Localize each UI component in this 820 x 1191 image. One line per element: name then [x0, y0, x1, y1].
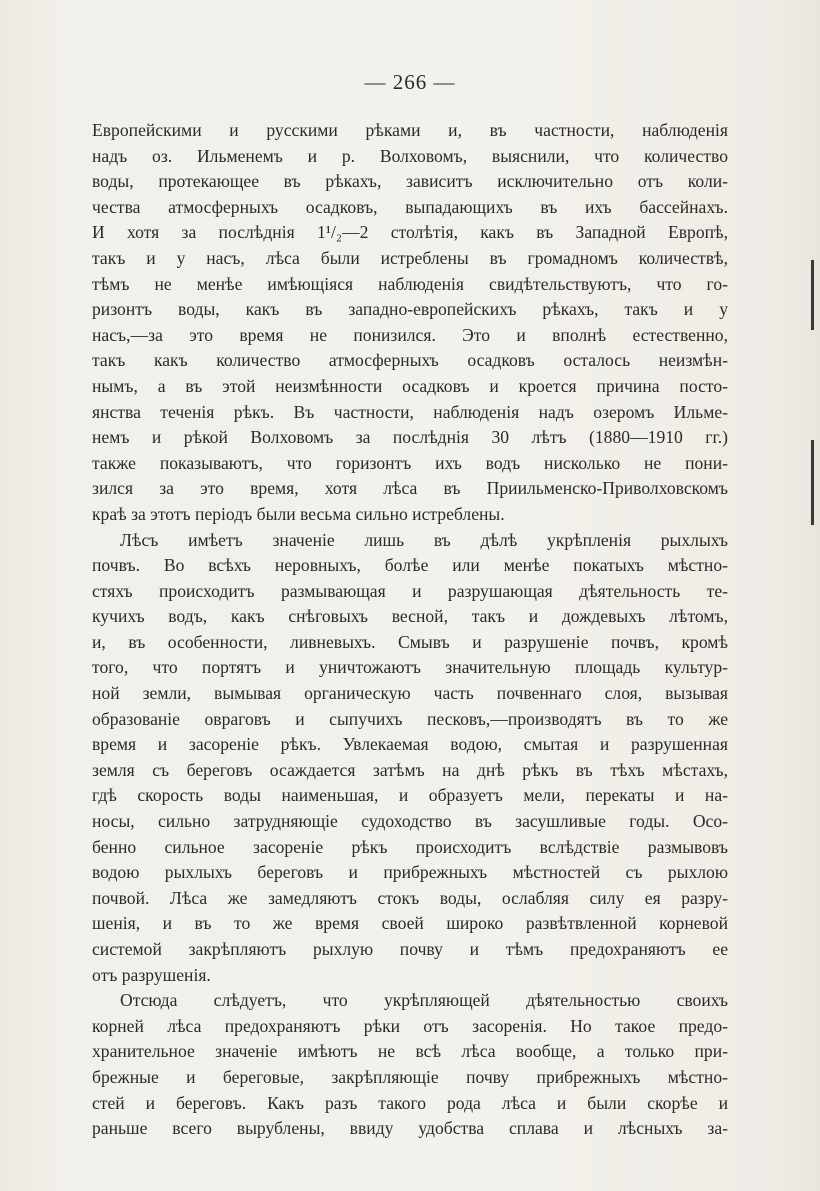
text-line: почвъ. Во всѣхъ неровныхъ, болѣе или менѣе покатыхъ мѣстно-: [92, 555, 728, 576]
text-line: стей и береговъ. Какъ разъ такого рода лѣса и были скорѣе и: [92, 1092, 728, 1113]
text-line: тѣмъ не менѣе имѣющіяся наблюденія свидѣтельствуютъ, что го-: [92, 273, 728, 294]
paragraph-1: [92, 118, 728, 528]
text-line: Отсюда слѣдуетъ, что укрѣпляющей дѣятельностью своихъ: [120, 990, 728, 1011]
text-line: такъ какъ количество атмосферныхъ осадковъ осталось неизмѣн-: [92, 350, 728, 371]
text-line: Лѣсъ имѣетъ значеніе лишь въ дѣлѣ укрѣпленія рыхлыхъ: [120, 529, 728, 550]
text-line: хранительное значеніе имѣютъ не всѣ лѣса вообще, а только при-: [92, 1041, 728, 1062]
text-line: и, въ особенности, ливневыхъ. Смывъ и разрушеніе почвъ, кромѣ: [92, 631, 728, 652]
text-line: насъ,—за это время не понизился. Это и вполнѣ естественно,: [92, 324, 728, 345]
text-line: бенно сильное засореніе рѣкъ происходитъ вслѣдствіе размывовъ: [92, 836, 728, 857]
page-number: — 266 —: [364, 70, 456, 94]
text-line: образованіе овраговъ и сыпучихъ песковъ,—производятъ въ то же: [92, 708, 728, 729]
text-line: немъ и рѣкой Волховомъ за послѣднія 30 лѣтъ (1880—1910 гг.): [92, 427, 728, 448]
text-line: такъ и у насъ, лѣса были истреблены въ громадномъ количествѣ,: [92, 247, 728, 268]
paragraph-3: [92, 988, 728, 1142]
text-line: водою рыхлыхъ береговъ и прибрежныхъ мѣстностей съ рыхлою: [92, 862, 728, 883]
text-line: носы, сильно затрудняющіе судоходство въ засушливые годы. Осо-: [92, 811, 728, 832]
text-line: надъ оз. Ильменемъ и р. Волховомъ, выяснили, что количество: [92, 145, 728, 166]
text-line: ной земли, вымывая органическую часть почвеннаго слоя, вызывая: [92, 683, 728, 704]
body-text: [92, 118, 728, 1142]
text-line: И хотя за послѣднія 1¹/₂—2 столѣтія, какъ въ Западной Европѣ,: [92, 222, 728, 243]
text-line: нымъ, а въ этой неизмѣнности осадковъ и кроется причина посто-: [92, 375, 728, 396]
text-line: ризонтъ воды, какъ въ западно-европейскихъ рѣкахъ, такъ и у: [92, 299, 728, 320]
text-line: шенія, и въ то же время своей широко развѣтвленной корневой: [92, 913, 728, 934]
text-line: того, что портятъ и уничтожаютъ значительную площадь культур-: [92, 657, 728, 678]
text-line: гдѣ скорость воды наименьшая, и образуетъ мели, перекаты и на-: [92, 785, 728, 806]
text-line: краѣ за этотъ періодъ были весьма сильно истреблены.: [92, 503, 505, 524]
text-line: почвой. Лѣса же замедляютъ стокъ воды, ослабляя силу ея разру-: [92, 887, 728, 908]
text-line: системой закрѣпляютъ рыхлую почву и тѣмъ предохраняютъ ее: [92, 939, 728, 959]
text-line: янства теченія рѣкъ. Въ частности, наблюденія надъ озеромъ Ильме-: [92, 401, 728, 422]
page-edge-shadow: [811, 260, 814, 330]
text-line: Европейскими и русскими рѣками и, въ частности, наблюденія: [92, 120, 728, 140]
page-edge-shadow: [811, 440, 814, 525]
text-line: кучихъ водъ, какъ снѣговыхъ весной, такъ и дождевыхъ лѣтомъ,: [92, 606, 728, 627]
paragraph-2: [92, 528, 728, 989]
text-line: чества атмосферныхъ осадковъ, выпадающихъ въ ихъ бассейнахъ.: [92, 196, 728, 217]
text-line: также показываютъ, что горизонтъ ихъ водъ нисколько не пони-: [92, 452, 728, 473]
text-line: брежные и береговые, закрѣпляющіе почву прибрежныхъ мѣстно-: [92, 1066, 728, 1087]
text-line: отъ разрушенія.: [92, 964, 211, 985]
text-line: земля съ береговъ осаждается затѣмъ на днѣ рѣкъ въ тѣхъ мѣстахъ,: [92, 759, 728, 780]
text-line: воды, протекающее въ рѣкахъ, зависитъ исключительно отъ коли-: [92, 171, 728, 192]
text-line: время и засореніе рѣкъ. Увлекаемая водою, смытая и разрушенная: [92, 734, 728, 755]
text-line: раньше всего вырублены, ввиду удобства сплава и лѣсныхъ за-: [92, 1118, 728, 1139]
text-line: корней лѣса предохраняютъ рѣки отъ засоренія. Но такое предо-: [92, 1015, 728, 1036]
text-line: зился за это время, хотя лѣса въ Приильменско-Приволховскомъ: [92, 478, 728, 499]
text-line: стяхъ происходитъ размывающая и разрушающая дѣятельность те-: [92, 580, 728, 601]
